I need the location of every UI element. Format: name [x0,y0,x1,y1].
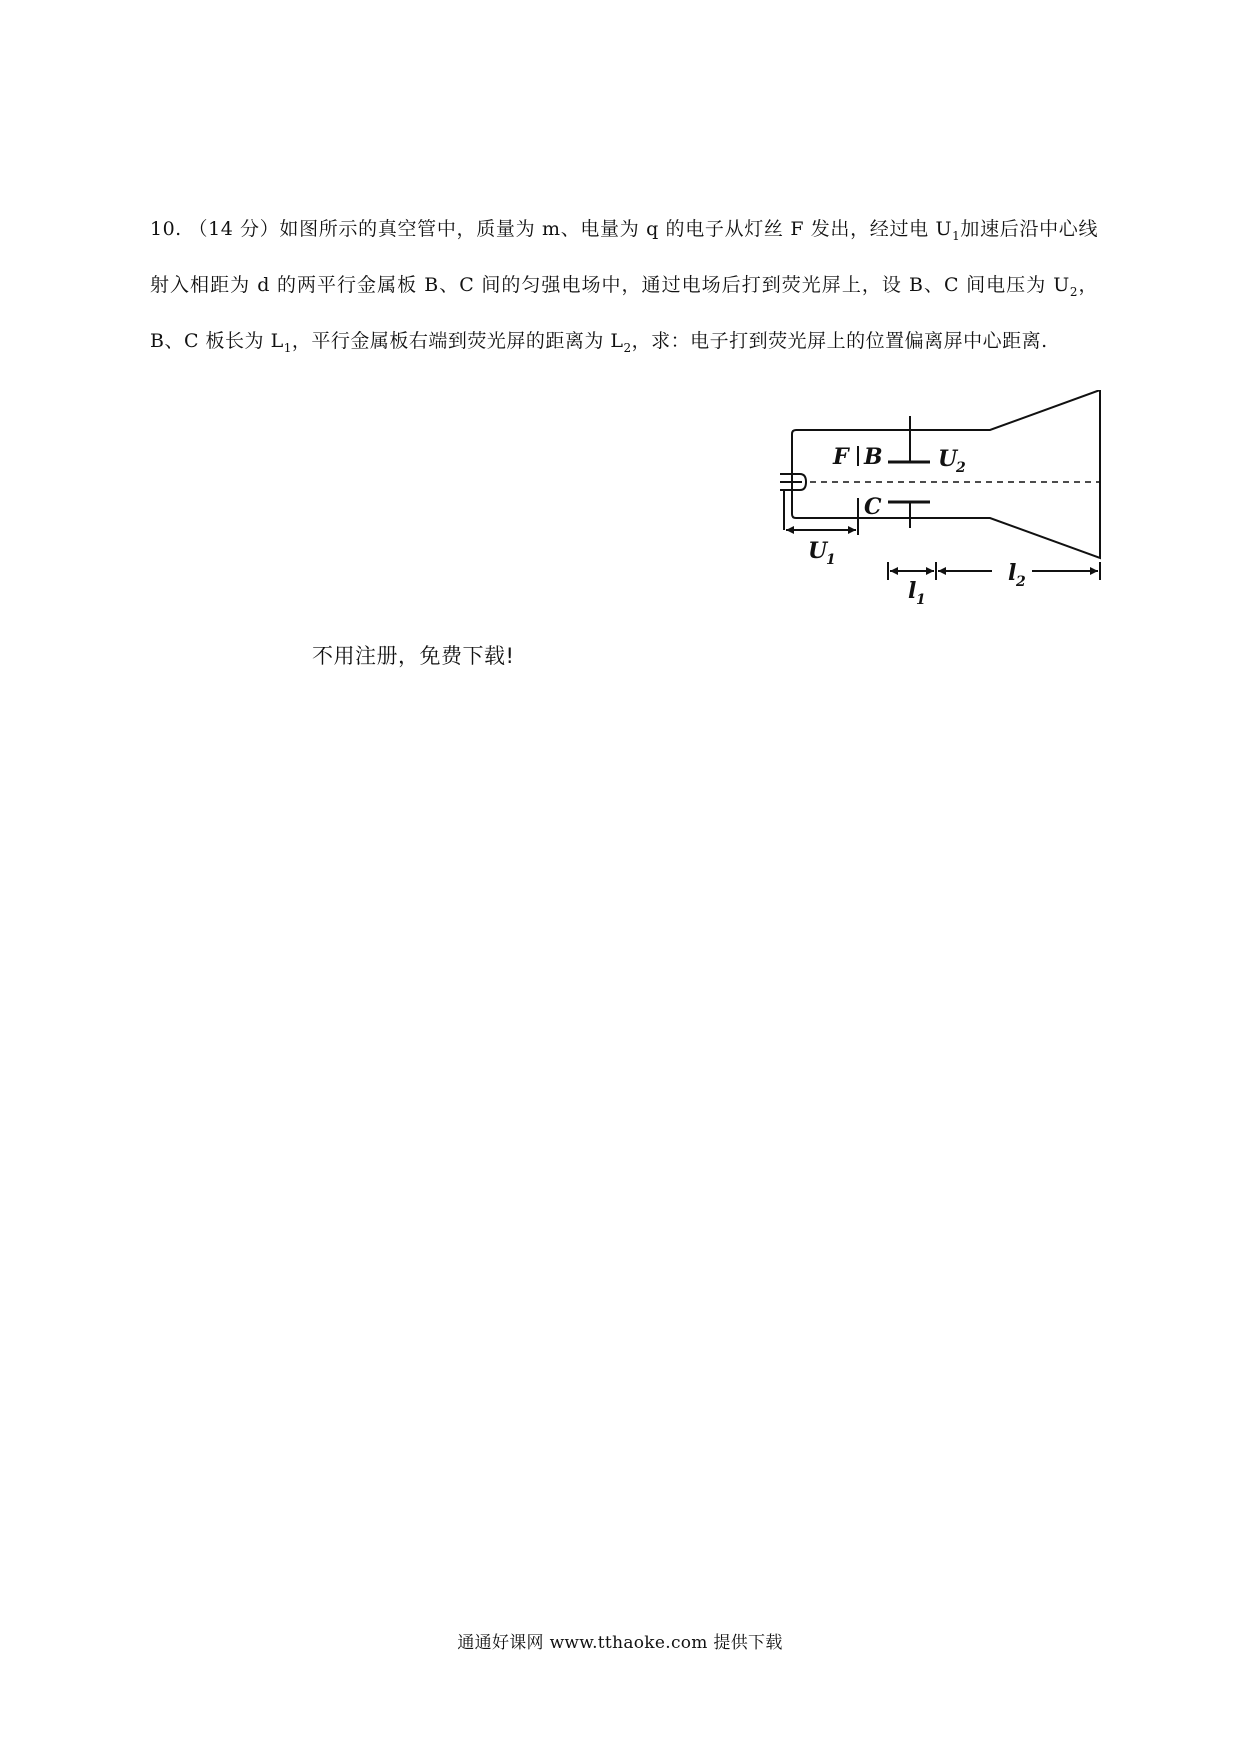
problem-text-part-4: ，平行金属板右端到荧光屏的距离为 L [291,329,624,352]
l1-arrowhead-right [926,567,934,575]
promo-text: 不用注册，免费下载! [312,644,515,668]
vacuum-tube-svg [770,390,1110,620]
subscript-u2: 2 [1069,284,1078,299]
label-f: F [833,444,849,470]
problem-text-part-2: 加速后沿中心线射入相距为 d 的两平行金属板 B、C 间的匀强电场中，通过电场后打到荧光屏上，设 B、C 间电压为 U [150,218,1098,296]
label-u2-sub: 2 [956,460,966,476]
problem-text-part-5: ，求：电子打到荧光屏上的位置偏离屏中心距离. [631,329,1048,352]
label-c: C [864,494,882,520]
label-u1: U [808,538,828,564]
u1-arrowhead-right [848,526,856,534]
label-u1-sub: 1 [826,552,836,568]
subscript-l1: 1 [283,340,292,355]
problem-points: （14 分） [188,218,280,240]
label-l1-sub: 1 [916,592,926,608]
footer-text: 通通好课网 www.tthaoke.com 提供下载 [457,1633,783,1653]
problem-text-part-3: ，B、C 板长为 L [150,273,1098,352]
label-l2: l [1008,560,1017,586]
subscript-l2: 2 [623,340,632,355]
label-b: B [864,444,883,470]
problem-text [150,205,1098,372]
l2-arrowhead-left [938,567,946,575]
subscript-u1: 1 [952,228,961,243]
l2-arrowhead-right [1090,567,1098,575]
problem-number: 10. [150,218,182,240]
l1-arrowhead-left [890,567,898,575]
vacuum-tube-diagram [770,390,1110,620]
label-l2-sub: 2 [1016,574,1026,590]
label-u2: U [938,446,958,472]
u1-arrowhead-left [786,526,794,534]
problem-text-part-1: 如图所示的真空管中，质量为 m、电量为 q 的电子从灯丝 F 发出，经过电 U [279,218,953,240]
label-l1: l [908,578,917,604]
tube-outline-top [792,390,1100,558]
